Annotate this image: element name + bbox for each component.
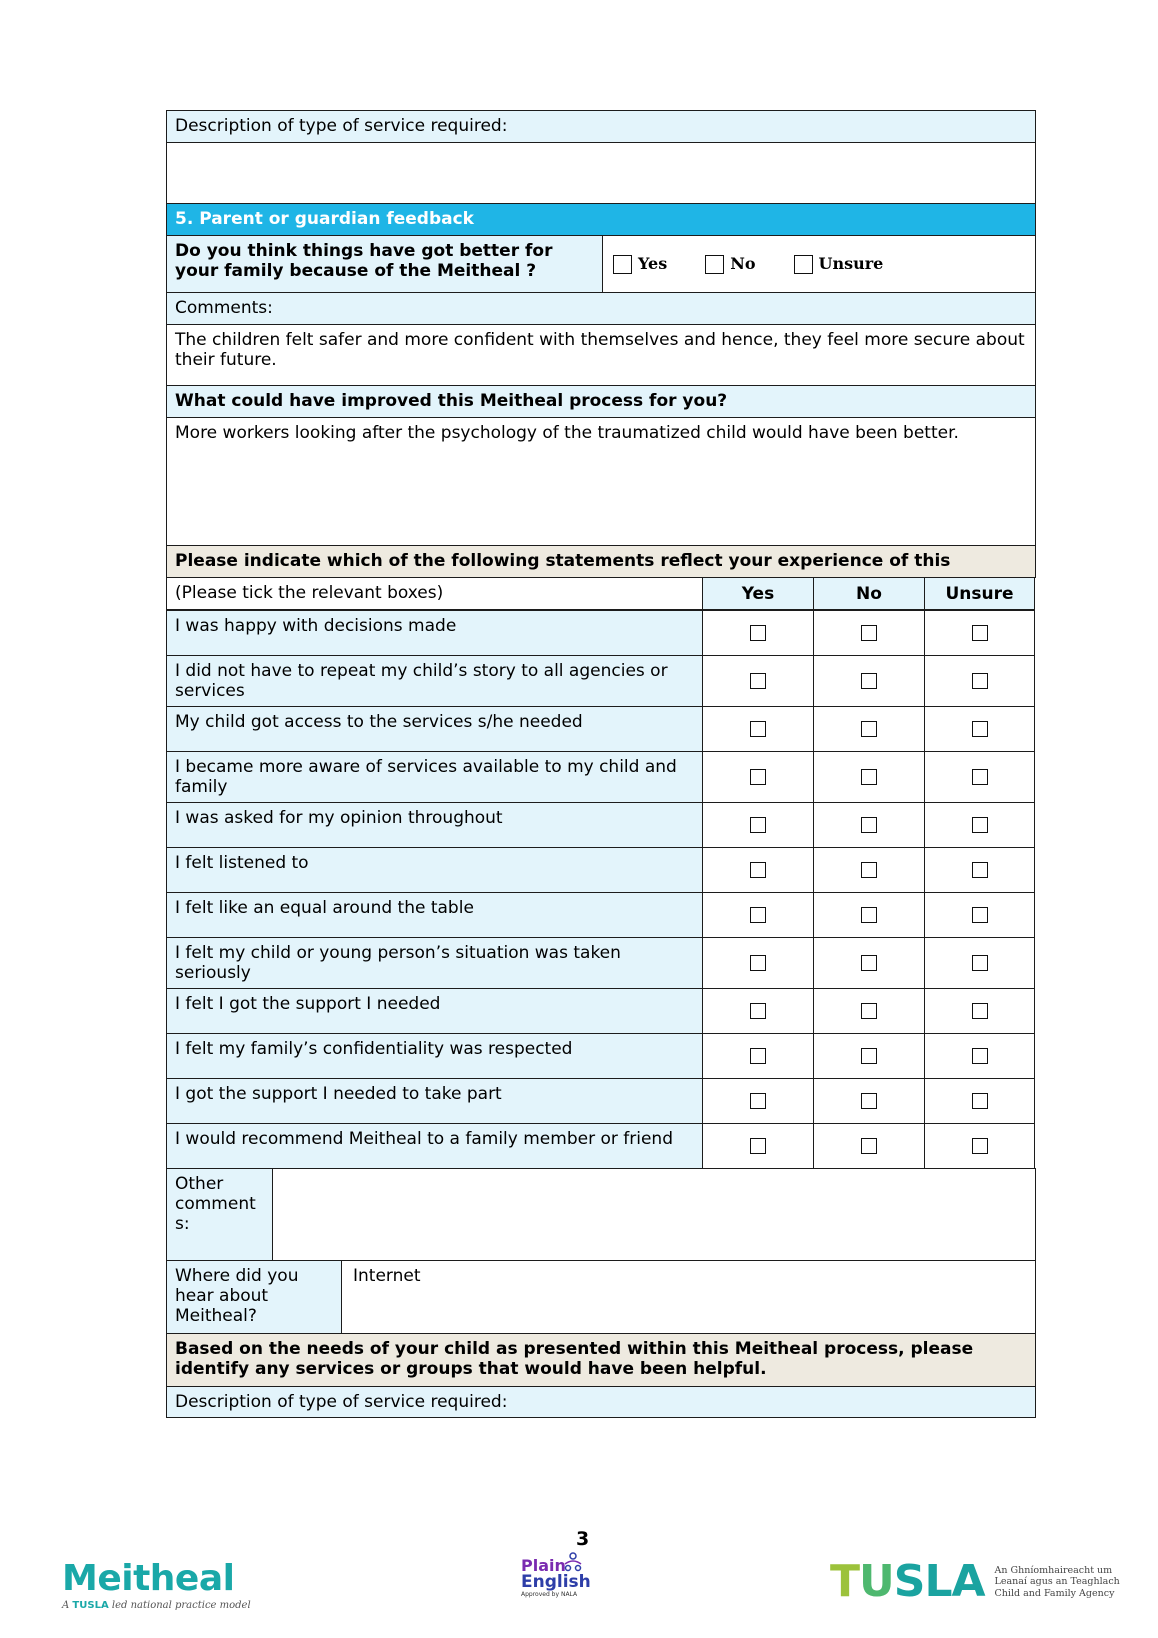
statement-cell-no [813,1078,925,1124]
statement-cell-no [813,847,925,893]
checkbox-unsure[interactable] [972,721,988,737]
statement-text: I did not have to repeat my child’s story to all agencies or services [166,655,703,707]
checkbox-unsure[interactable] [972,1093,988,1109]
checkbox[interactable] [613,255,632,274]
english-text: English [521,1572,591,1592]
checkbox-yes[interactable] [750,1048,766,1064]
statement-cell-yes [702,1123,814,1169]
statement-cell-no [813,802,925,848]
statement-cell-unsure [924,655,1035,707]
statement-row [166,802,1036,848]
checkbox-no[interactable] [861,907,877,923]
approved-text: Approved by NALA [521,1591,578,1598]
checkbox-unsure[interactable] [972,862,988,878]
statement-cell-yes [702,1033,814,1079]
statement-cell-yes [702,610,814,656]
page-number: 3 [576,1528,590,1550]
statement-cell-no [813,937,925,989]
description-label-top: Description of type of service required: [166,110,1036,143]
statement-cell-no [813,610,925,656]
statement-cell-yes [702,802,814,848]
description-field-top[interactable] [166,142,1036,204]
comments-text[interactable]: The children felt safer and more confident with themselves and hence, they feel more secure about their future. [166,324,1036,386]
plain-english-logo [521,1558,601,1598]
checkbox-no[interactable] [861,673,877,689]
meitheal-logo-text: Meitheal [62,1558,235,1599]
statement-cell-unsure [924,610,1035,656]
column-unsure: Unsure [924,577,1035,610]
statement-cell-no [813,706,925,752]
tusla-logo [830,1556,1120,1607]
statement-cell-yes [702,847,814,893]
checkbox-yes[interactable] [750,817,766,833]
statement-cell-no [813,892,925,938]
other-comments-field[interactable] [272,1168,1036,1261]
checkbox-no[interactable] [861,862,877,878]
statement-row [166,1033,1036,1079]
statement-text: I felt I got the support I needed [166,988,703,1034]
column-yes: Yes [702,577,814,610]
statement-row [166,892,1036,938]
feedback-form [166,110,1036,1418]
checkbox-unsure[interactable] [972,673,988,689]
statement-text: I felt like an equal around the table [166,892,703,938]
checkbox-yes[interactable] [750,862,766,878]
statements-header: Please indicate which of the following statements reflect your experience of this [166,545,1036,578]
better-options [602,235,1036,293]
checkbox-unsure[interactable] [972,1003,988,1019]
statement-text: I felt my child or young person’s situation was taken seriously [166,937,703,989]
checkbox-yes[interactable] [750,721,766,737]
statement-cell-yes [702,1078,814,1124]
checkbox-no[interactable] [861,817,877,833]
statement-cell-no [813,751,925,803]
checkbox-yes[interactable] [750,769,766,785]
statement-cell-unsure [924,1078,1035,1124]
checkbox-yes[interactable] [750,955,766,971]
better-option-unsure[interactable]: Unsure [794,254,884,274]
statement-text: I became more aware of services available to my child and family [166,751,703,803]
statement-text: I felt listened to [166,847,703,893]
statement-cell-unsure [924,892,1035,938]
checkbox-no[interactable] [861,769,877,785]
tick-instruction: (Please tick the relevant boxes) [166,577,703,610]
checkbox-no[interactable] [861,1003,877,1019]
checkbox[interactable] [705,255,724,274]
statement-cell-yes [702,655,814,707]
checkbox-yes[interactable] [750,673,766,689]
checkbox-no[interactable] [861,955,877,971]
statement-cell-unsure [924,988,1035,1034]
statement-text: I was happy with decisions made [166,610,703,656]
hear-answer[interactable]: Internet [341,1260,1036,1334]
statement-cell-no [813,1033,925,1079]
statement-row [166,937,1036,989]
statements-table [166,610,1036,1169]
section-5-title: 5. Parent or guardian feedback [166,203,1036,236]
statement-cell-unsure [924,802,1035,848]
statement-row [166,655,1036,707]
statement-text: I would recommend Meitheal to a family member or friend [166,1123,703,1169]
checkbox-unsure[interactable] [972,817,988,833]
checkbox-unsure[interactable] [972,907,988,923]
comments-label: Comments: [166,292,1036,325]
plain-text: Plain [521,1556,566,1575]
checkbox-yes[interactable] [750,1003,766,1019]
checkbox-no[interactable] [861,1048,877,1064]
column-no: No [813,577,925,610]
checkbox-yes[interactable] [750,1093,766,1109]
better-question: Do you think things have got better for your family because of the Meitheal ? [166,235,603,293]
statement-cell-unsure [924,706,1035,752]
meitheal-logo [62,1560,251,1611]
improve-question: What could have improved this Meitheal process for you? [166,385,1036,418]
other-comments-label: Other comment s: [166,1168,273,1261]
statement-row [166,610,1036,656]
statement-cell-no [813,655,925,707]
better-option-no[interactable]: No [705,254,755,274]
checkbox-no[interactable] [861,721,877,737]
plain-english-mark-icon [561,1550,585,1574]
statement-row [166,988,1036,1034]
needs-text: Based on the needs of your child as presented within this Meitheal process, please identify any services or groups that would have been helpful. [166,1333,1036,1387]
tagline-b: led national practice model [111,1600,251,1611]
tusla-wordmark: TUSLA [830,1556,985,1607]
checkbox-no[interactable] [861,1093,877,1109]
statement-text: I got the support I needed to take part [166,1078,703,1124]
statement-cell-yes [702,751,814,803]
meitheal-tagline [62,1600,251,1611]
statement-cell-unsure [924,1123,1035,1169]
statement-cell-no [813,988,925,1034]
statement-row [166,847,1036,893]
statement-cell-yes [702,988,814,1034]
statement-cell-no [813,1123,925,1169]
checkbox-no[interactable] [861,1138,877,1154]
tagline-a: A [62,1600,70,1611]
hear-label: Where did you hear about Meitheal? [166,1260,342,1334]
checkbox-no[interactable] [861,625,877,641]
statement-text: I was asked for my opinion throughout [166,802,703,848]
statement-cell-unsure [924,937,1035,989]
statement-cell-yes [702,937,814,989]
statement-row [166,1078,1036,1124]
statement-text: My child got access to the services s/he needed [166,706,703,752]
statement-row [166,706,1036,752]
checkbox-yes[interactable] [750,625,766,641]
statement-cell-unsure [924,1033,1035,1079]
checkbox-unsure[interactable] [972,1048,988,1064]
statement-cell-yes [702,892,814,938]
improve-answer[interactable]: More workers looking after the psychology of the traumatized child would have been better. [166,417,1036,546]
statement-row [166,1123,1036,1169]
checkbox-yes[interactable] [750,1138,766,1154]
checkbox-unsure[interactable] [972,625,988,641]
statement-row [166,751,1036,803]
description-label-bottom: Description of type of service required: [166,1386,1036,1418]
checkbox-unsure[interactable] [972,1138,988,1154]
statement-cell-unsure [924,847,1035,893]
statement-text: I felt my family’s confidentiality was respected [166,1033,703,1079]
checkbox-yes[interactable] [750,907,766,923]
better-option-yes[interactable]: Yes [613,254,667,274]
statement-cell-unsure [924,751,1035,803]
tusla-subtitle: An Ghníomhaireacht um Leanaí agus an Teaghlach Child and Family Agency [994,1564,1120,1599]
checkbox-unsure[interactable] [972,955,988,971]
checkbox-unsure[interactable] [972,769,988,785]
checkbox[interactable] [794,255,813,274]
statement-cell-yes [702,706,814,752]
tagline-tusla: TUSLA [72,1600,109,1611]
